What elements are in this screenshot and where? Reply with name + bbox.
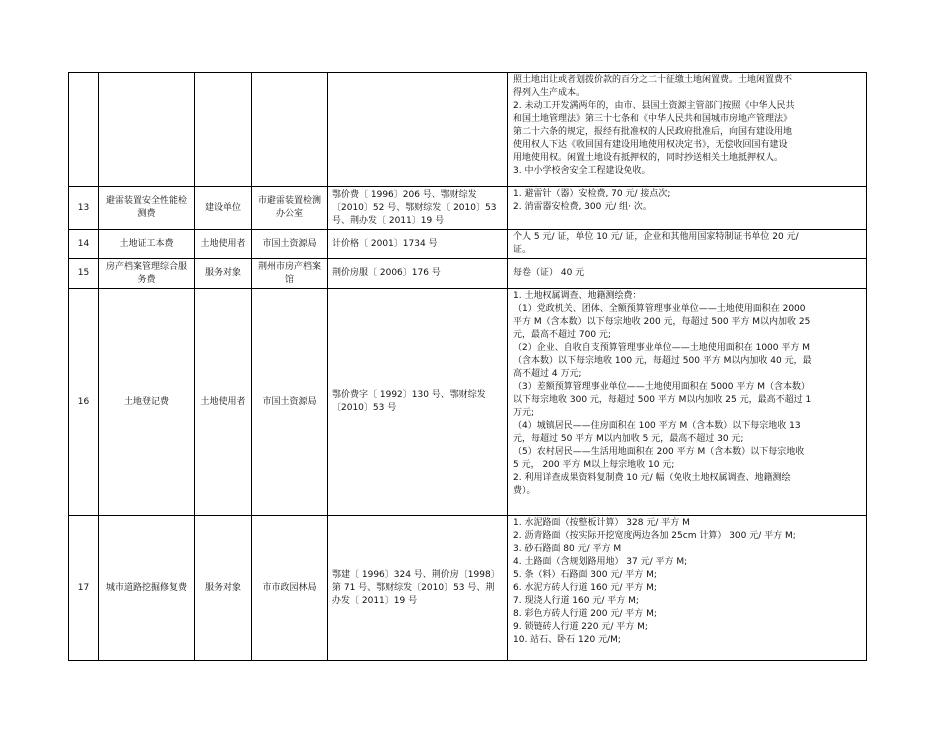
fee-standard-line: 8. 彩色方砖人行道 200 元/ 平方 M; — [513, 609, 657, 619]
fee-standard-line: 高不超过 4 万元; — [513, 369, 582, 379]
fee-standard — [508, 73, 867, 187]
fee-standard-line: 5 元， 200 平方 M以上每宗地收 10 元; — [513, 460, 675, 470]
fee-standard-line: 得列入生产成本。 — [513, 88, 586, 98]
fee-payer: 土地使用者 — [195, 230, 252, 259]
fee-standard-line: 以下每宗地收 300 元，每超过 500 平方 M以内加收 25 元，最高不超过 1 — [513, 395, 812, 405]
policy-basis: 荆价房服〔 2006〕176 号 — [328, 259, 508, 289]
fee-standard-line: 万元; — [513, 408, 535, 418]
fee-name: 城市道路挖掘修复费 — [99, 516, 195, 661]
fee-payer: 服务对象 — [195, 516, 252, 661]
fee-name: 房产档案管理综合服务费 — [99, 259, 195, 289]
fee-standard-line: 和国土地管理法》第三十七条和《中华人民共和国城市房地产管理法》 — [513, 114, 793, 124]
fee-standard-line: 2. 消雷器安检费, 300 元/ 组· 次。 — [513, 202, 652, 212]
policy-basis: 鄂价费字〔 1992〕130 号、鄂财综发〔2010〕53 号 — [328, 289, 508, 516]
fee-standard-line: 元，每超过 50 平方 M以内加收 5 元，最高不超过 30 元; — [513, 434, 744, 444]
fee-standard-line: 元，最高不超过 700 元; — [513, 330, 611, 340]
fee-standard-line: 3. 中小学校舍安全工程建设免收。 — [513, 166, 651, 176]
fee-standard-line: 使用权人下达《收回国有建设用地使用权决定书》，无偿收回国有建设 — [513, 140, 788, 150]
collecting-department: 市避雷装置检测办公室 — [252, 187, 328, 230]
fee-standard-line: 2. 未动工开发满两年的，由市、县国土资源主管部门按照《中华人民共 — [513, 101, 795, 111]
collecting-department — [252, 73, 328, 187]
fee-name: 避雷装置安全性能检测费 — [99, 187, 195, 230]
fee-standard-line: 个人 5 元/ 证，单位 10 元/ 证，企业和其他用国家特制证书单位 20 元/ — [513, 232, 799, 242]
fee-standard-line: （2）企业、自收自支预算管理事业单位——土地使用面积在 1000 平方 M — [513, 343, 810, 353]
fee-standard — [508, 230, 867, 259]
policy-basis: 鄂建〔 1996〕324 号、荆价房〔1998〕第 71 号、鄂财综发〔2010〕53 号、荆办发〔 2011〕19 号 — [328, 516, 508, 661]
fee-standard-line: 7. 现浇人行道 160 元/ 平方 M; — [513, 596, 639, 606]
row-number: 13 — [69, 187, 99, 230]
fee-standard — [508, 516, 867, 661]
table-row — [69, 259, 867, 289]
fee-standard-line: 平方 M（含本数）以下每宗地收 200 元，每超过 500 平方 M以内加收 25 — [513, 317, 811, 327]
fee-standard-line: 2. 沥青路面（按实际开挖宽度两边各加 25cm 计算） 300 元/ 平方 M; — [513, 531, 796, 541]
row-number: 14 — [69, 230, 99, 259]
fee-payer: 服务对象 — [195, 259, 252, 289]
fee-standard-line: 证。 — [513, 245, 532, 255]
collecting-department: 荆州市房产档案馆 — [252, 259, 328, 289]
fee-standard-line: （3）差额预算管理事业单位——土地使用面积在 5000 平方 M（含本数） — [513, 382, 810, 392]
table-row — [69, 187, 867, 230]
policy-basis: 鄂价费〔 1996〕206 号、鄂财综发〔2010〕52 号、鄂财综发〔 2010〕53 号、荆办发〔 2011〕19 号 — [328, 187, 508, 230]
fee-standard — [508, 187, 867, 230]
fee-standard-line: 4. 土路面（含规划路用地） 37 元/ 平方 M; — [513, 557, 688, 567]
fee-standard-line: 6. 水泥方砖人行道 160 元/ 平方 M; — [513, 583, 657, 593]
fee-standard-line: （5）农村居民——生活用地面积在 200 平方 M（含本数）以下每宗地收 — [513, 447, 805, 457]
fee-table — [68, 72, 867, 661]
fee-standard-line: （含本数）以下每宗地收 100 元，每超过 500 平方 M以内加收 40 元，最 — [513, 356, 812, 366]
row-number: 16 — [69, 289, 99, 516]
table-row — [69, 73, 867, 187]
fee-standard-line: 1. 避雷针（器）安检费, 70 元/ 接点次; — [513, 189, 671, 199]
fee-standard-line: 每卷（证） 40 元 — [513, 268, 585, 278]
fee-standard-line: 用地使用权。闲置土地设有抵押权的，同时抄送相关土地抵押权人。 — [513, 153, 784, 163]
row-number: 17 — [69, 516, 99, 661]
table-row — [69, 289, 867, 516]
table-row — [69, 516, 867, 661]
row-number: 15 — [69, 259, 99, 289]
collecting-department: 市市政园林局 — [252, 516, 328, 661]
collecting-department: 市国土资源局 — [252, 289, 328, 516]
fee-standard — [508, 259, 867, 289]
fee-standard-line: 10. 站石、卧石 120 元/M; — [513, 635, 621, 645]
fee-standard-line: 1. 土地权属调查、地籍测绘费： — [513, 291, 642, 301]
fee-standard-line: 9. 锁链砖人行道 220 元/ 平方 M; — [513, 622, 648, 632]
fee-standard-line: 第二十六条的规定，报经有批准权的人民政府批准后，向国有建设用地 — [513, 127, 793, 137]
fee-standard-line: 费）。 — [513, 486, 536, 496]
fee-standard-line: 照土地出让或者划拨价款的百分之二十征缴土地闲置费。土地闲置费不 — [513, 75, 793, 85]
fee-payer: 建设单位 — [195, 187, 252, 230]
fee-standard-line: 1. 水泥路面（按整板计算） 328 元/ 平方 M — [513, 518, 690, 528]
fee-standard-line: （1）党政机关、团体、全额预算管理事业单位——土地使用面积在 2000 — [513, 304, 806, 314]
fee-standard-line: （4）城镇居民——住房面积在 100 平方 M（含本数）以下每宗地收 13 — [513, 421, 801, 431]
fee-name — [99, 73, 195, 187]
fee-standard-line: 2. 利用详查成果资料复制费 10 元/ 幅（免收土地权属调查、地籍测绘 — [513, 473, 791, 483]
fee-name: 土地证工本费 — [99, 230, 195, 259]
policy-basis — [328, 73, 508, 187]
row-number — [69, 73, 99, 187]
fee-standard-line: 3. 砂石路面 80 元/ 平方 M — [513, 544, 622, 554]
table-row — [69, 230, 867, 259]
fee-payer: 土地使用者 — [195, 289, 252, 516]
fee-name: 土地登记费 — [99, 289, 195, 516]
policy-basis: 计价格〔 2001〕1734 号 — [328, 230, 508, 259]
fee-standard-line: 5. 条（料）石路面 300 元/ 平方 M; — [513, 570, 657, 580]
fee-standard — [508, 289, 867, 516]
fee-payer — [195, 73, 252, 187]
collecting-department: 市国土资源局 — [252, 230, 328, 259]
